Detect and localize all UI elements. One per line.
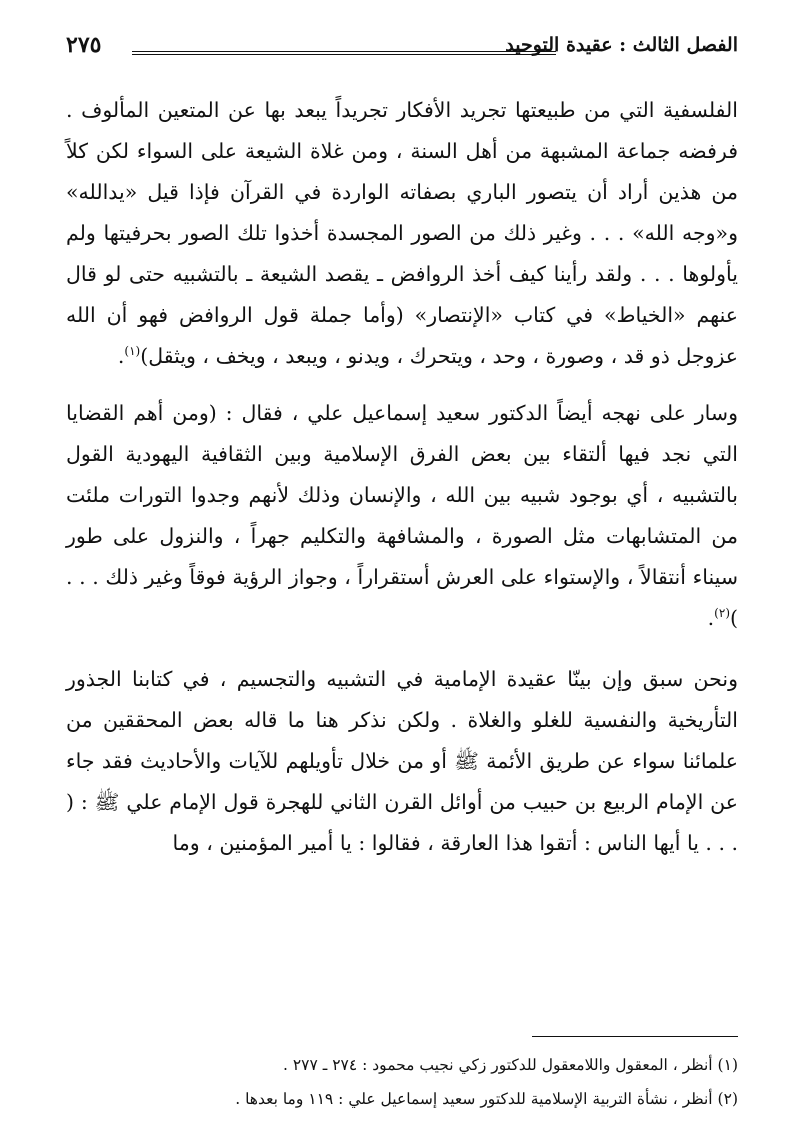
- paragraph: [66, 659, 738, 864]
- paragraph-text: ونحن سبق وإن بينّا عقيدة الإمامية في التشبيه والتجسيم ، في كتابنا الجذور التأريخية والنفسية للغلو والغلاة . ولكن نذكر هنا ما قاله بعض المحققين من علمائنا سواء عن طريق الأئمة ﷺ أو من خلال تأويلهم للآيات والأحاديث فقد جاء عن الإمام الربيع بن حبيب من أوائل القرن الثاني للهجرة قول الإمام علي ﷺ : ( . . . يا أيها الناس : أتقوا هذا العارقة ، فقالوا : يا أمير المؤمنين ، وما: [66, 667, 738, 855]
- page-number: ٢٧٥: [66, 32, 102, 58]
- running-header: [66, 30, 738, 70]
- footnote-ref: (١): [124, 344, 141, 359]
- paragraph-text: وسار على نهجه أيضاً الدكتور سعيد إسماعيل علي ، فقال : (ومن أهم القضايا التي نجد فيها ألتقاء بين بعض الفرق الإسلامية وبين الثقافية اليهودية القول بالتشبيه ، أي بوجود شبيه بين الله ، والإنسان وذلك لأنهم وجدوا التورات ملئت من المتشابهات مثل الصورة ، والمشافهة والتكليم جهراً ، والنزول على طور سيناء أنتقالاً ، والإستواء على العرش أستقراراً ، وجواز الرؤية فوقاً وغير ذلك . . . ): [66, 401, 738, 630]
- footnote: [66, 1082, 738, 1116]
- body-text: [66, 90, 738, 864]
- footnote-separator: [532, 1036, 738, 1037]
- footnote-text: أنظر ، المعقول واللامعقول للدكتور زكي نجيب محمود : ٢٧٤ ـ ٢٧٧ .: [282, 1056, 713, 1074]
- footnote-marker: (٢): [717, 1090, 738, 1108]
- chapter-title: الفصل الثالث : عقيدة التوحيد: [505, 34, 738, 56]
- footnote-text: أنظر ، نشأة التربية الإسلامية للدكتور سعيد إسماعيل علي : ١١٩ وما بعدها .: [235, 1090, 713, 1108]
- footnote-marker: (١): [717, 1056, 738, 1074]
- footnote-ref: (٢): [714, 606, 730, 621]
- paragraph: الفلسفية التي من طبيعتها تجريد الأفكار تجريداً يبعد بها عن المتعين المألوف . فرفضه جماعة المشبهة من أهل السنة ، ومن غلاة الشيعة على السواء لكن كلاً من هذين أراد أن يتصور الباري بصفاته الواردة في القرآن فإذا قيل «يدالله» و«وجه الله» . . . وغير ذلك من الصور المجسدة أخذوا تلك الصور بحرفيتها ولم يأولوها . . . ولقد رأينا كيف أخذ الروافض ـ يقصد الشيعة ـ بالتشبيه حتى لو قال عنهم «الخياط» في كتاب «الإنتصار» (وأما جملة قول الروافض فهو أن الله عزوجل ذو قد ، وصورة ، وحد ، ويتحرك ، ويدنو ، ويبعد ، ويخف ، ويثقل)$^{(١)}$.: [66, 98, 738, 368]
- header-rule: [132, 51, 556, 55]
- footnotes: [66, 1048, 738, 1116]
- paragraph-text: الفلسفية التي من طبيعتها تجريد الأفكار تجريداً يبعد بها عن المتعين المألوف . فرفضه جماعة المشبهة من أهل السنة ، ومن غلاة الشيعة على السواء لكن كلاً من هذين أراد أن يتصور الباري بصفاته الواردة في القرآن فإذا قيل «يدالله» و«وجه الله» . . . وغير ذلك من الصور المجسدة أخذوا تلك الصور بحرفيتها ولم يأولوها . . . ولقد رأينا كيف أخذ الروافض ـ يقصد الشيعة ـ بالتشبيه حتى لو قال عنهم «الخياط» في كتاب «الإنتصار» (وأما جملة قول الروافض فهو أن الله عزوجل ذو قد ، وصورة ، وحد ، ويتحرك ، ويدنو ، ويبعد ، ويخف ، ويثقل): [66, 98, 738, 368]
- footnote: [66, 1048, 738, 1082]
- paragraph: وسار على نهجه أيضاً الدكتور سعيد إسماعيل علي ، فقال : (ومن أهم القضايا التي نجد فيها ألتقاء بين بعض الفرق الإسلامية وبين الثقافية اليهودية القول بالتشبيه ، أي بوجود شبيه بين الله ، والإنسان وذلك لأنهم وجدوا التورات ملئت من المتشابهات مثل الصورة ، والمشافهة والتكليم جهراً ، والنزول على طور سيناء أنتقالاً ، والإستواء على العرش أستقراراً ، وجواز الرؤية فوقاً وغير ذلك . . . )$^{(٢)}$.: [66, 401, 738, 630]
